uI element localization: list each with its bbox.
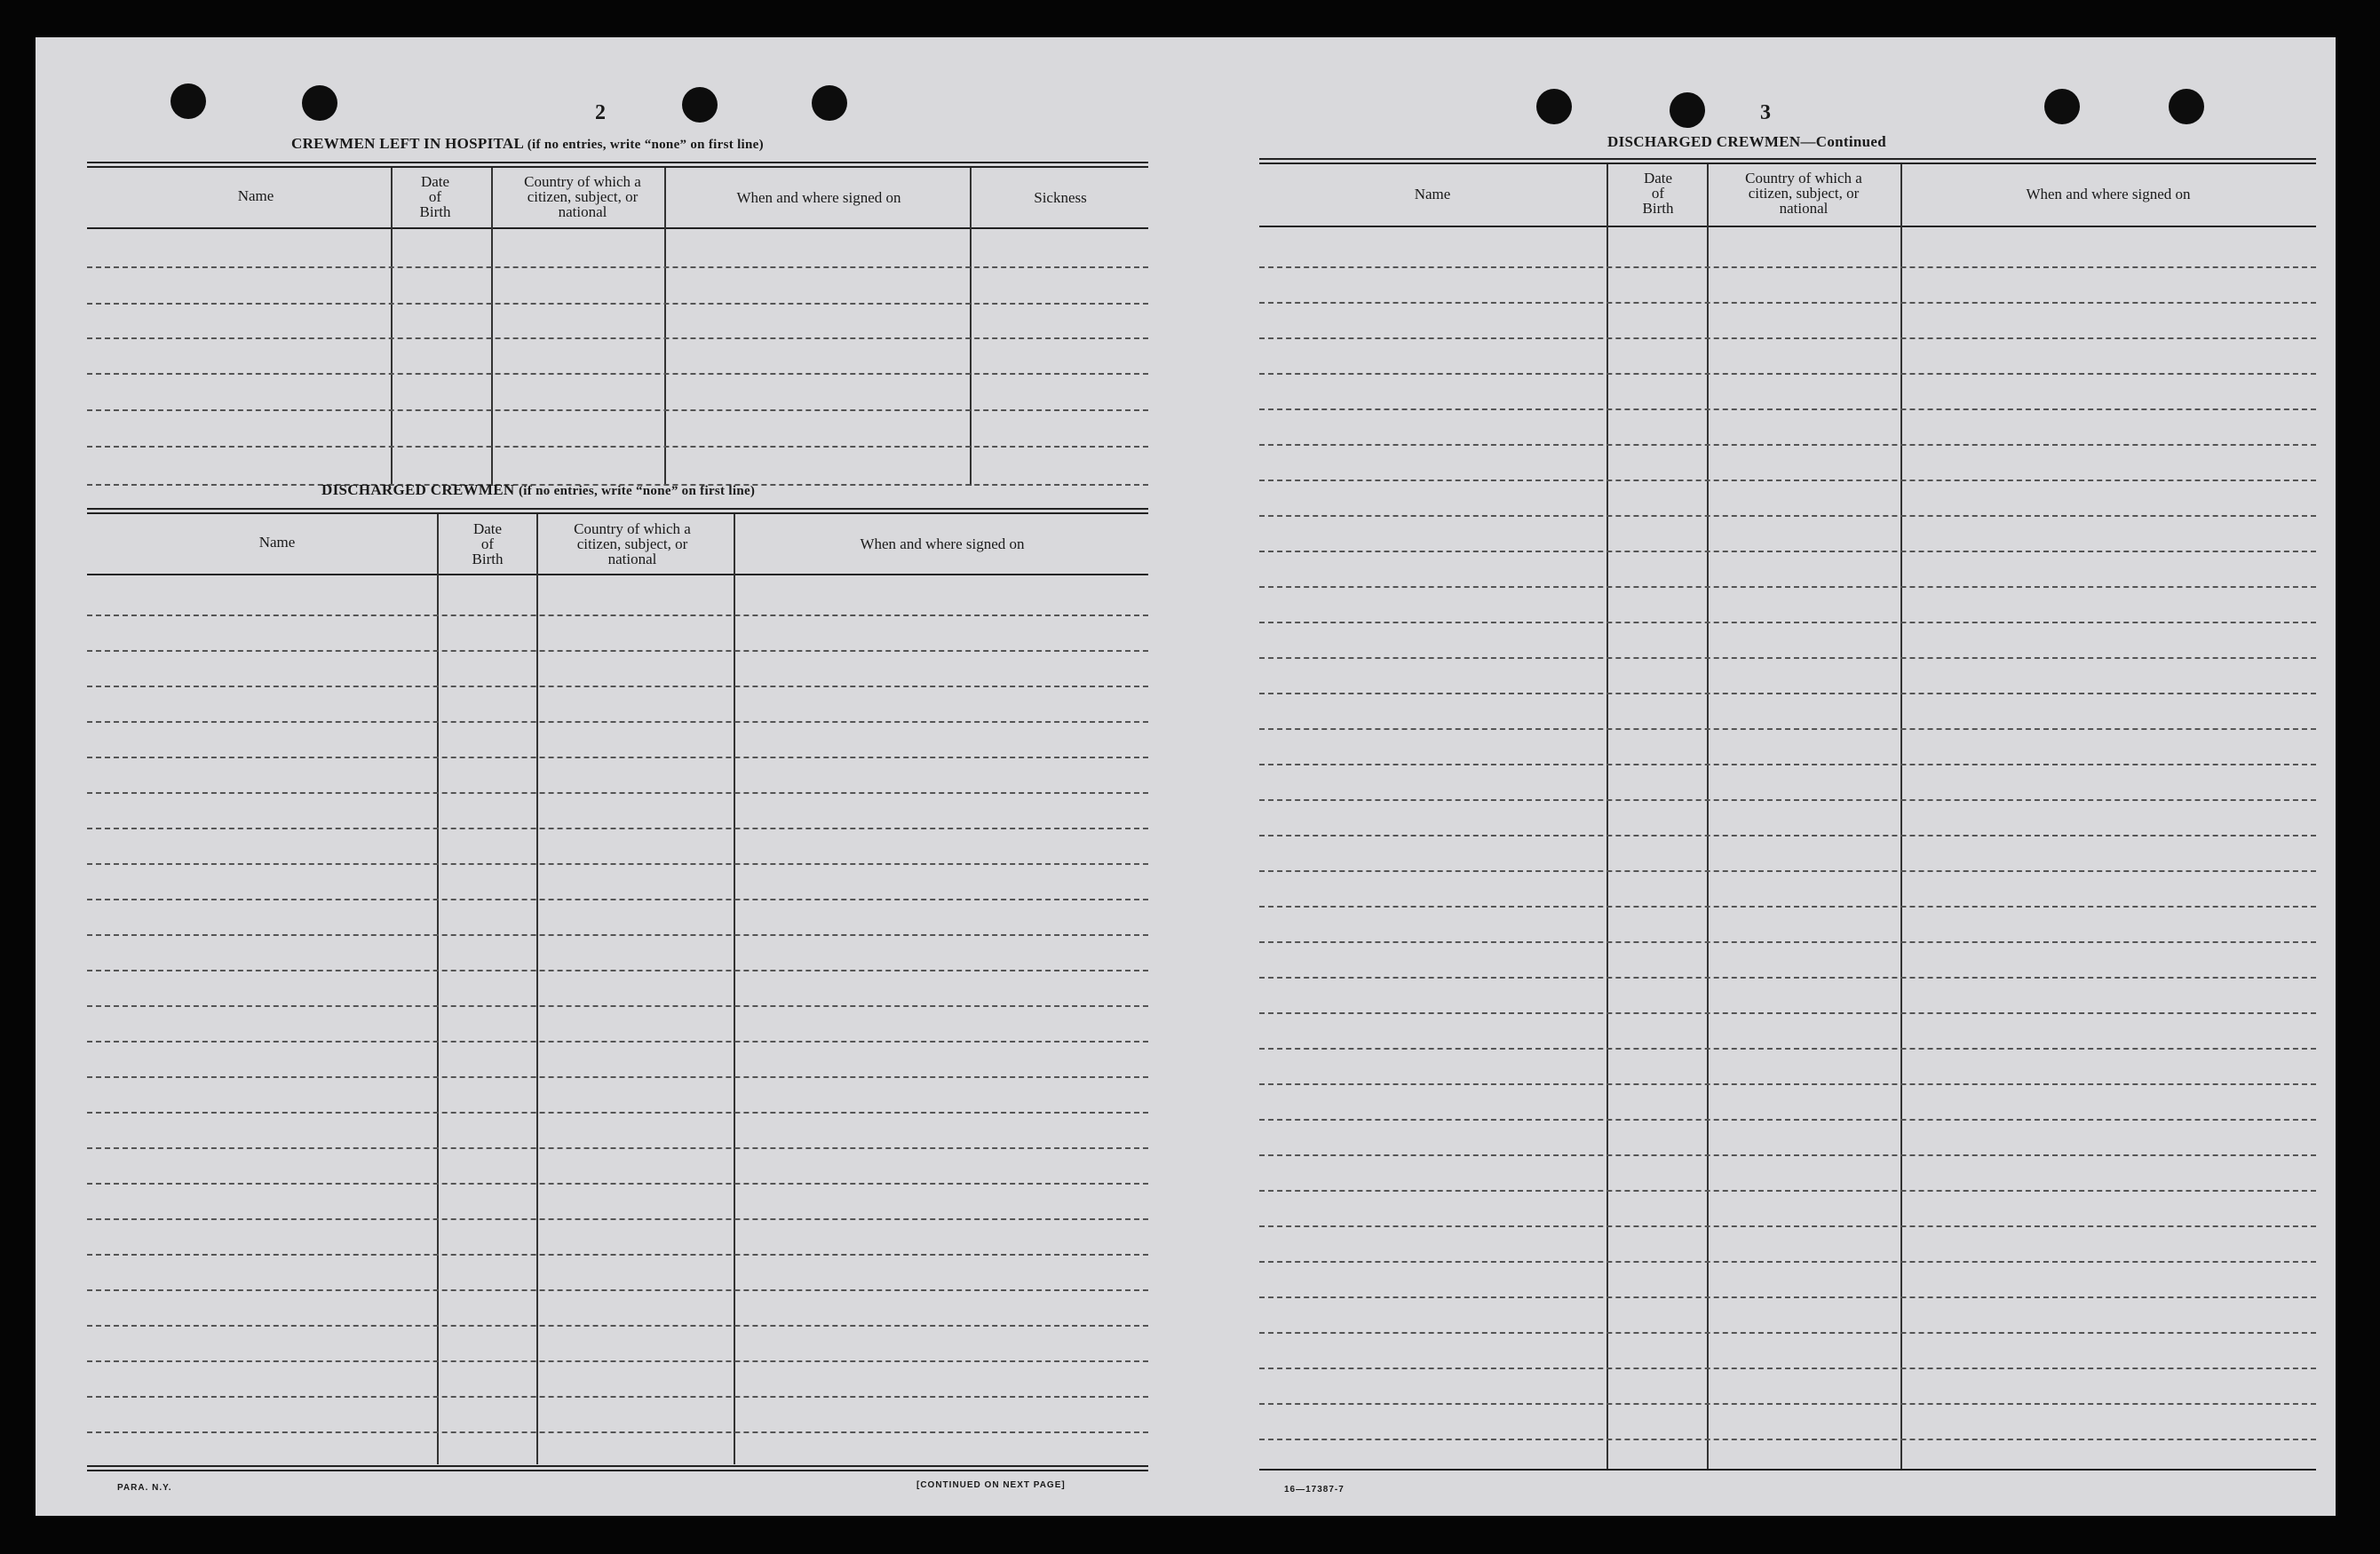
bottom-rule xyxy=(87,1465,1148,1467)
entry-line xyxy=(87,721,1148,723)
entry-line xyxy=(1259,1012,2316,1014)
punch-hole xyxy=(1670,92,1705,128)
column-divider xyxy=(536,514,538,1464)
section-instruction: (if no entries, write “none” on first line) xyxy=(519,484,756,498)
entry-line xyxy=(87,446,1148,448)
column-divider xyxy=(1606,164,1608,1470)
entry-line xyxy=(87,1289,1148,1291)
entry-line xyxy=(1259,799,2316,801)
document-spread xyxy=(36,37,2336,1516)
entry-line xyxy=(1259,622,2316,623)
section-title-discharged-continued: DISCHARGED CREWMEN—Continued xyxy=(1607,133,1886,150)
entry-line xyxy=(87,828,1148,829)
entry-line xyxy=(87,1041,1148,1043)
col-header-dob: Date of Birth xyxy=(419,173,451,220)
entry-line xyxy=(1259,657,2316,659)
entry-line xyxy=(1259,870,2316,872)
punch-hole xyxy=(682,87,718,123)
col-header-signed-on: When and where signed on xyxy=(2026,186,2191,202)
entry-line xyxy=(87,303,1148,305)
punch-hole xyxy=(812,85,847,121)
page-number: 2 xyxy=(595,101,606,124)
column-divider xyxy=(491,168,493,486)
bottom-rule xyxy=(1259,1469,2316,1471)
entry-line xyxy=(1259,1332,2316,1334)
entry-line xyxy=(87,266,1148,268)
header-rule xyxy=(87,574,1148,575)
entry-line xyxy=(87,373,1148,375)
entry-line xyxy=(87,1218,1148,1220)
col-header-name: Name xyxy=(237,187,274,204)
entry-line xyxy=(1259,728,2316,730)
col-header-name: Name xyxy=(1414,186,1451,202)
entry-line xyxy=(87,1396,1148,1398)
entry-line xyxy=(87,1112,1148,1114)
double-rule xyxy=(87,512,1148,514)
entry-line xyxy=(87,934,1148,936)
entry-line xyxy=(1259,1403,2316,1405)
punch-hole xyxy=(171,83,206,119)
entry-line xyxy=(1259,1296,2316,1298)
entry-line xyxy=(1259,1225,2316,1227)
entry-line xyxy=(87,970,1148,971)
entry-line xyxy=(87,1360,1148,1362)
col-header-sickness: Sickness xyxy=(1034,189,1087,206)
col-header-country: Country of which a citizen, subject, or national xyxy=(524,173,641,220)
entry-line xyxy=(1259,1048,2316,1050)
entry-line xyxy=(87,614,1148,616)
col-header-country: Country of which a citizen, subject, or national xyxy=(1745,170,1862,217)
double-rule xyxy=(87,162,1148,163)
punch-hole xyxy=(1536,89,1572,124)
continued-note: [CONTINUED ON NEXT PAGE] xyxy=(916,1480,1066,1490)
entry-line xyxy=(1259,373,2316,375)
column-divider xyxy=(664,168,666,486)
entry-line xyxy=(1259,1368,2316,1369)
bottom-rule xyxy=(87,1470,1148,1471)
entry-line xyxy=(1259,515,2316,517)
entry-line xyxy=(87,337,1148,339)
entry-line xyxy=(1259,586,2316,588)
entry-line xyxy=(87,1325,1148,1327)
entry-line xyxy=(1259,977,2316,979)
double-rule xyxy=(1259,158,2316,160)
entry-line xyxy=(1259,337,2316,339)
section-instruction: (if no entries, write “none” on first line) xyxy=(527,138,764,152)
entry-line xyxy=(87,792,1148,794)
entry-line xyxy=(1259,906,2316,908)
page-number: 3 xyxy=(1760,101,1771,124)
double-rule xyxy=(87,508,1148,510)
section-title-text: CREWMEN LEFT IN HOSPITAL xyxy=(291,135,524,152)
entry-line xyxy=(87,1183,1148,1185)
entry-line xyxy=(1259,444,2316,446)
double-rule xyxy=(87,166,1148,168)
entry-line xyxy=(1259,693,2316,694)
column-divider xyxy=(437,514,439,1464)
entry-line xyxy=(87,409,1148,411)
column-divider xyxy=(1707,164,1709,1470)
header-rule xyxy=(1259,226,2316,227)
column-divider xyxy=(970,168,972,486)
punch-hole xyxy=(2044,89,2080,124)
entry-line xyxy=(1259,1154,2316,1156)
punch-hole xyxy=(302,85,337,121)
entry-line xyxy=(1259,835,2316,836)
section-title-discharged xyxy=(321,481,755,499)
entry-line xyxy=(87,757,1148,758)
col-header-signed-on: When and where signed on xyxy=(736,189,901,206)
printer-mark: PARA. N.Y. xyxy=(117,1483,172,1493)
column-divider xyxy=(1900,164,1902,1470)
section-title-text: DISCHARGED CREWMEN xyxy=(321,481,515,498)
entry-line xyxy=(87,686,1148,687)
punch-hole xyxy=(2169,89,2204,124)
column-divider xyxy=(391,168,393,486)
entry-line xyxy=(1259,480,2316,481)
section-title-hospital xyxy=(291,135,764,153)
col-header-signed-on: When and where signed on xyxy=(860,535,1025,552)
double-rule xyxy=(1259,163,2316,164)
col-header-dob: Date of Birth xyxy=(1642,170,1674,217)
entry-line xyxy=(1259,1119,2316,1121)
entry-line xyxy=(1259,1083,2316,1085)
form-number: 16—17387-7 xyxy=(1284,1485,1345,1495)
entry-line xyxy=(1259,408,2316,410)
col-header-dob: Date of Birth xyxy=(472,520,504,567)
entry-line xyxy=(87,1254,1148,1256)
header-rule xyxy=(87,227,1148,229)
entry-line xyxy=(87,1005,1148,1007)
entry-line xyxy=(1259,302,2316,304)
entry-line xyxy=(87,863,1148,865)
entry-line xyxy=(1259,764,2316,765)
entry-line xyxy=(1259,1190,2316,1192)
column-divider xyxy=(734,514,735,1464)
col-header-name: Name xyxy=(258,534,296,551)
entry-line xyxy=(87,899,1148,900)
entry-line xyxy=(1259,266,2316,268)
col-header-country: Country of which a citizen, subject, or national xyxy=(574,520,691,567)
entry-line xyxy=(1259,551,2316,552)
entry-line xyxy=(87,1076,1148,1078)
entry-line xyxy=(87,1431,1148,1433)
entry-line xyxy=(1259,1439,2316,1440)
entry-line xyxy=(87,650,1148,652)
entry-line xyxy=(87,1147,1148,1149)
entry-line xyxy=(1259,941,2316,943)
entry-line xyxy=(1259,1261,2316,1263)
